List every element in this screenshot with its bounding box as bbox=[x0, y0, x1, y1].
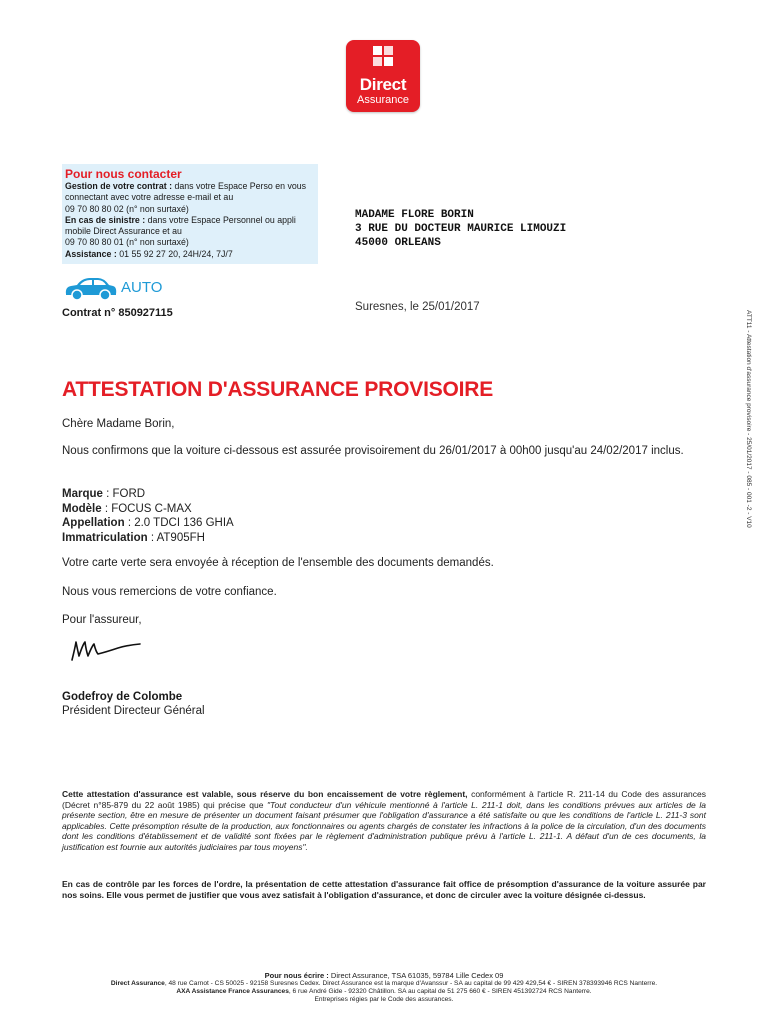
vehicle-model: Modèle : FOCUS C-MAX bbox=[62, 502, 192, 515]
footer-regulation: Entreprises régies par le Code des assurances. bbox=[314, 996, 454, 1003]
vehicle-registration: Immatriculation : AT905FH bbox=[62, 531, 205, 544]
contact-title: Pour nous contacter bbox=[65, 167, 182, 181]
product-label: AUTO bbox=[121, 279, 163, 296]
recipient-name: MADAME FLORE BORIN bbox=[355, 209, 474, 221]
contact-box bbox=[62, 164, 318, 264]
contact-details bbox=[65, 181, 315, 260]
greeting: Chère Madame Borin, bbox=[62, 418, 175, 430]
recipient-address bbox=[355, 208, 566, 250]
footer-company-axa: AXA Assistance France Assurances, 6 rue André Gide - 92320 Châtillon. SA au capital de 51 275 660 € - SIREN 451392724 RCS Nanterre. bbox=[176, 988, 592, 995]
closing-text: Pour l'assureur, bbox=[62, 614, 142, 626]
thanks-text: Nous vous remercions de votre confiance. bbox=[62, 586, 277, 598]
gestion-label: Gestion de votre contrat : bbox=[65, 181, 173, 191]
footer-write-address: Pour nous écrire : Direct Assurance, TSA 61035, 59784 Lille Cedex 09 bbox=[264, 971, 504, 980]
vehicle-appellation: Appellation : 2.0 TDCI 136 GHIA bbox=[62, 517, 234, 529]
footer-company-direct: Direct Assurance, 48 rue Carnot - CS 50025 - 92158 Suresnes Cedex. Direct Assurance est la marque d'Avanssur - SA au capital de 99 429 429,54 € - SIREN 378393946 RCS Nanterre. bbox=[110, 980, 658, 987]
vehicle-details bbox=[62, 487, 234, 545]
signer-name: Godefroy de Colombe bbox=[62, 691, 183, 703]
direct-assurance-logo bbox=[346, 40, 420, 112]
contract-number: Contrat n° 850927115 bbox=[62, 307, 173, 319]
handwritten-signature bbox=[66, 634, 146, 666]
sinistre-text: dans votre Espace Personnel ou appli mobile Direct Assurance et au bbox=[65, 214, 296, 237]
legal-validity-text: Cette attestation d'assurance est valable, sous réserve du bon encaissement de votre règlement, conformément à l'article R. 211-14 du Code des assurances (Décret n°85-879 du 22 août 1985) qui précise que "Tout conducteur d'un véhicule mentionné à l'article L. 211-1 doit, dans les conditions prévues aux articles de la présente section, être en mesure de présenter un document faisant présumer que l'obligation d'assurance a été satisfaite ou que les conditions de l'article L. 211-3 sont applicables. Cette présomption résulte de la production, aux fonctionnaires ou agents chargés de constater les infractions à la police de la circulation, d'un des documents dont les conditions d'établissement et de validité sont fixées par le règlement d'administration publique prévu à l'article L. 211-1. A défaut d'un de ces documents, la justification est fournie aux autorités judiciaires par tous moyens". bbox=[62, 789, 706, 852]
sinistre-phone[interactable]: 09 70 80 80 01 (n° non surtaxé) bbox=[65, 237, 189, 248]
legal-control-text: En cas de contrôle par les forces de l'ordre, la présentation de cette attestation d'assurance fait office de présomption d'assurance de la voiture assurée par nos soins. Elle vous permet de justifier que vous avez satisfait à l'obligation d'assurance, et donc de circuler avec la voiture désignée ci-dessus. bbox=[62, 879, 706, 900]
recipient-street: 3 RUE DU DOCTEUR MAURICE LIMOUZI bbox=[355, 223, 567, 235]
confirmation-text: Nous confirmons que la voiture ci-dessous est assurée provisoirement du 26/01/2017 à 00h00 jusqu'au 24/02/2017 inclus. bbox=[62, 445, 684, 457]
footer bbox=[62, 971, 706, 1004]
recipient-city: 45000 ORLEANS bbox=[355, 237, 441, 249]
sinistre-label: En cas de sinistre : bbox=[65, 214, 146, 225]
carte-verte-text: Votre carte verte sera envoyée à réception de l'ensemble des documents demandés. bbox=[62, 557, 494, 569]
gestion-text: dans votre Espace Perso en vous connectant avec votre adresse e-mail et au bbox=[65, 181, 307, 203]
logo-text-assurance: Assurance bbox=[357, 94, 409, 106]
assistance-label: Assistance : bbox=[65, 248, 117, 259]
place-date: Suresnes, le 25/01/2017 bbox=[355, 301, 480, 313]
signer-title: Président Directeur Général bbox=[62, 705, 205, 717]
car-icon bbox=[62, 274, 118, 302]
logo-text-direct: Direct bbox=[359, 75, 407, 94]
assistance-text[interactable]: 01 55 92 27 20, 24H/24, 7J/7 bbox=[116, 248, 233, 259]
vehicle-brand: Marque : FORD bbox=[62, 488, 146, 500]
gestion-phone[interactable]: 09 70 80 80 02 (n° non surtaxé) bbox=[65, 203, 189, 214]
document-title: ATTESTATION D'ASSURANCE PROVISOIRE bbox=[62, 378, 494, 401]
side-reference: ATT11 - Attestation d'assurance provisoire - 25/01/2017 - 085 - 001 -2 - V10 bbox=[745, 310, 752, 528]
